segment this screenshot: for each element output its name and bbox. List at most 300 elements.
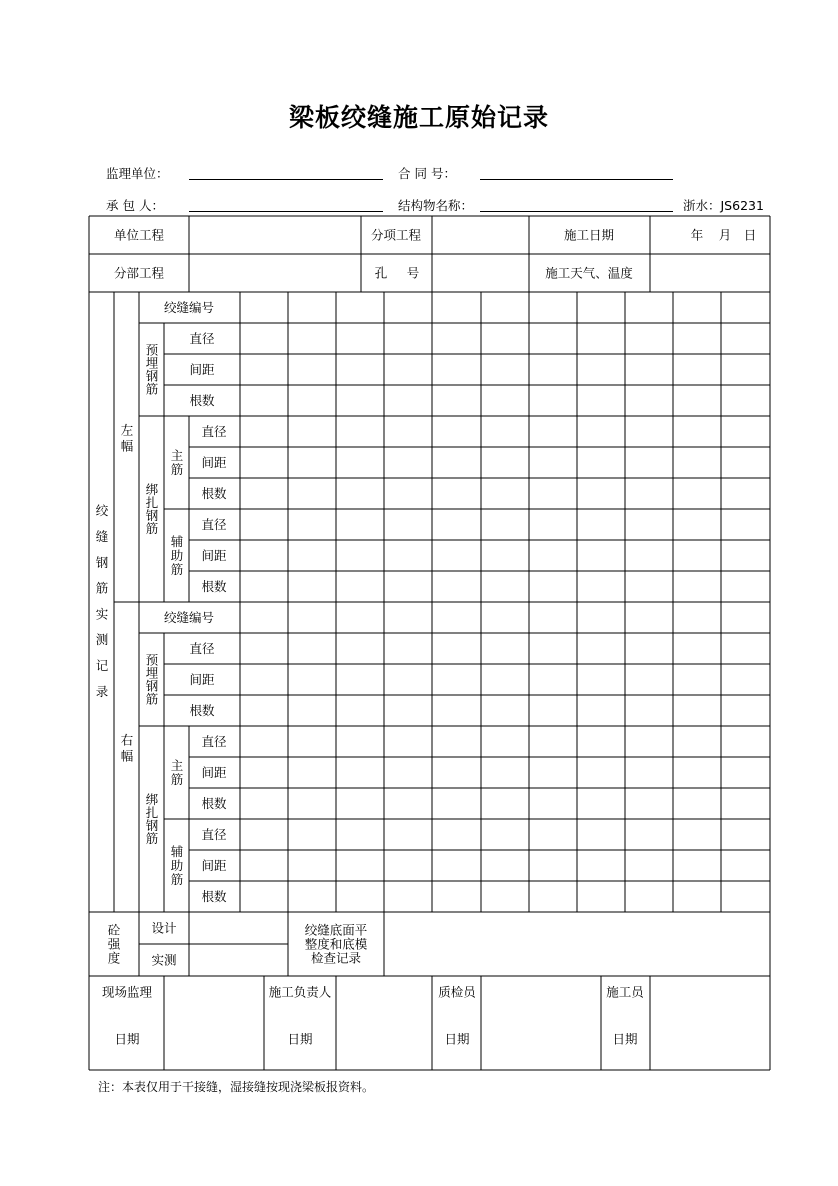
right-value-cell[interactable] <box>674 882 720 911</box>
left-value-cell[interactable] <box>722 572 769 601</box>
right-value-cell[interactable] <box>626 758 672 787</box>
right-value-cell[interactable] <box>530 603 576 632</box>
left-value-cell[interactable] <box>674 293 720 322</box>
record-main-label: 录 <box>95 683 109 699</box>
right-value-cell[interactable] <box>289 789 335 818</box>
left-value-cell[interactable] <box>674 386 720 415</box>
right-main-diameter: 直径 <box>201 734 227 749</box>
hole-no-field[interactable] <box>433 255 528 291</box>
right-value-cell[interactable] <box>626 882 672 911</box>
left-value-cell[interactable] <box>578 386 624 415</box>
left-value-cell[interactable] <box>674 355 720 384</box>
right-value-cell[interactable] <box>433 603 480 632</box>
construction-date-label: 施工日期 <box>563 227 615 243</box>
right-value-cell[interactable] <box>241 665 287 694</box>
left-value-cell[interactable] <box>289 293 335 322</box>
weather-temp-label: 施工天气、温度 <box>545 265 633 281</box>
left-value-cell[interactable] <box>626 479 672 508</box>
left-value-cell[interactable] <box>578 479 624 508</box>
left-value-cell[interactable] <box>482 355 528 384</box>
left-main-bar-label: 主 <box>170 448 184 463</box>
right-value-cell[interactable] <box>530 634 576 663</box>
left-value-cell[interactable] <box>530 417 576 446</box>
right-value-cell[interactable] <box>482 696 528 725</box>
right-value-cell[interactable] <box>385 665 431 694</box>
left-value-cell[interactable] <box>385 541 431 570</box>
left-value-cell[interactable] <box>626 293 672 322</box>
right-value-cell[interactable] <box>385 851 431 880</box>
left-value-cell[interactable] <box>433 386 480 415</box>
left-aux-spacing: 间距 <box>201 548 227 563</box>
left-value-cell[interactable] <box>578 293 624 322</box>
left-value-cell[interactable] <box>530 510 576 539</box>
right-value-cell[interactable] <box>722 758 769 787</box>
left-value-cell[interactable] <box>433 479 480 508</box>
concrete-strength-label: 砼 <box>107 922 121 938</box>
right-value-cell[interactable] <box>722 603 769 632</box>
right-value-cell[interactable] <box>337 696 383 725</box>
right-tied-bar-label: 扎 <box>145 805 159 820</box>
signature-date-label-3: 日期 <box>612 1031 638 1047</box>
left-value-cell[interactable] <box>674 448 720 477</box>
left-value-cell[interactable] <box>385 448 431 477</box>
concrete-strength-label: 度 <box>107 950 121 966</box>
right-main-bar-label: 筋 <box>170 772 184 787</box>
right-value-cell[interactable] <box>241 851 287 880</box>
record-main-label: 筋 <box>95 580 109 596</box>
left-value-cell[interactable] <box>385 293 431 322</box>
left-value-cell[interactable] <box>722 541 769 570</box>
left-value-cell[interactable] <box>482 324 528 353</box>
date-day-label: 日 <box>743 227 757 243</box>
right-value-cell[interactable] <box>385 789 431 818</box>
left-value-cell[interactable] <box>578 324 624 353</box>
division-project-label: 分部工程 <box>113 265 165 281</box>
left-embedded-bar-label: 埋 <box>145 355 159 371</box>
right-value-cell[interactable] <box>433 820 480 849</box>
left-value-cell[interactable] <box>674 324 720 353</box>
record-main-label: 记 <box>95 658 109 673</box>
left-value-cell[interactable] <box>337 355 383 384</box>
right-value-cell[interactable] <box>241 789 287 818</box>
left-value-cell[interactable] <box>482 510 528 539</box>
right-value-cell[interactable] <box>241 820 287 849</box>
left-value-cell[interactable] <box>433 510 480 539</box>
right-value-cell[interactable] <box>722 665 769 694</box>
right-value-cell[interactable] <box>626 820 672 849</box>
right-value-cell[interactable] <box>674 696 720 725</box>
right-value-cell[interactable] <box>674 758 720 787</box>
right-value-cell[interactable] <box>385 603 431 632</box>
left-value-cell[interactable] <box>337 510 383 539</box>
right-value-cell[interactable] <box>578 851 624 880</box>
left-value-cell[interactable] <box>385 355 431 384</box>
right-value-cell[interactable] <box>626 665 672 694</box>
left-value-cell[interactable] <box>433 293 480 322</box>
left-value-cell[interactable] <box>433 417 480 446</box>
left-value-cell[interactable] <box>722 355 769 384</box>
left-value-cell[interactable] <box>578 355 624 384</box>
left-tied-bar-label: 扎 <box>145 495 159 510</box>
signature-date-label-1: 日期 <box>287 1031 313 1047</box>
left-embedded-bar-label: 钢 <box>145 368 159 384</box>
right-aux-bar-label: 筋 <box>170 872 184 887</box>
right-value-cell[interactable] <box>433 789 480 818</box>
left-value-cell[interactable] <box>337 386 383 415</box>
left-value-cell[interactable] <box>482 541 528 570</box>
right-value-cell[interactable] <box>530 851 576 880</box>
division-project-field[interactable] <box>190 255 360 291</box>
right-value-cell[interactable] <box>722 696 769 725</box>
left-value-cell[interactable] <box>722 448 769 477</box>
right-value-cell[interactable] <box>722 727 769 756</box>
right-value-cell[interactable] <box>482 789 528 818</box>
right-value-cell[interactable] <box>674 665 720 694</box>
left-value-cell[interactable] <box>530 572 576 601</box>
left-main-count: 根数 <box>201 486 227 501</box>
left-value-cell[interactable] <box>722 386 769 415</box>
structure-name-label: 结构物名称： <box>398 198 474 213</box>
left-embedded-spacing: 间距 <box>189 362 215 377</box>
right-value-cell[interactable] <box>578 758 624 787</box>
right-value-cell[interactable] <box>674 820 720 849</box>
left-value-cell[interactable] <box>482 386 528 415</box>
right-value-cell[interactable] <box>530 882 576 911</box>
left-value-cell[interactable] <box>530 293 576 322</box>
right-value-cell[interactable] <box>530 727 576 756</box>
quality-inspector-signature-field[interactable] <box>482 977 600 1069</box>
left-value-cell[interactable] <box>241 572 287 601</box>
right-value-cell[interactable] <box>241 758 287 787</box>
left-aux-bar-label: 辅 <box>170 534 184 549</box>
right-value-cell[interactable] <box>337 603 383 632</box>
record-main-label: 测 <box>95 632 109 648</box>
right-value-cell[interactable] <box>482 851 528 880</box>
left-value-cell[interactable] <box>241 541 287 570</box>
right-value-cell[interactable] <box>578 882 624 911</box>
right-value-cell[interactable] <box>722 882 769 911</box>
right-value-cell[interactable] <box>530 789 576 818</box>
right-half-label: 幅 <box>120 748 134 764</box>
left-value-cell[interactable] <box>337 417 383 446</box>
left-value-cell[interactable] <box>674 510 720 539</box>
right-value-cell[interactable] <box>433 727 480 756</box>
right-value-cell[interactable] <box>433 851 480 880</box>
right-value-cell[interactable] <box>578 727 624 756</box>
left-value-cell[interactable] <box>385 417 431 446</box>
right-value-cell[interactable] <box>433 665 480 694</box>
left-value-cell[interactable] <box>385 479 431 508</box>
right-value-cell[interactable] <box>626 727 672 756</box>
left-value-cell[interactable] <box>289 510 335 539</box>
left-embedded-count: 根数 <box>189 393 215 408</box>
right-value-cell[interactable] <box>385 727 431 756</box>
left-value-cell[interactable] <box>626 448 672 477</box>
left-value-cell[interactable] <box>289 417 335 446</box>
left-value-cell[interactable] <box>482 479 528 508</box>
right-value-cell[interactable] <box>241 882 287 911</box>
flatness-check-field[interactable] <box>385 913 769 975</box>
left-value-cell[interactable] <box>578 417 624 446</box>
left-value-cell[interactable] <box>385 510 431 539</box>
right-tied-bar-label: 绑 <box>145 792 159 807</box>
supervision-unit-label: 监理单位： <box>106 166 169 181</box>
left-value-cell[interactable] <box>626 417 672 446</box>
right-value-cell[interactable] <box>578 789 624 818</box>
right-value-cell[interactable] <box>626 789 672 818</box>
left-aux-bar-label: 筋 <box>170 562 184 577</box>
left-embedded-bar-label: 筋 <box>145 381 159 397</box>
design-label: 设计 <box>151 920 177 936</box>
right-value-cell[interactable] <box>626 851 672 880</box>
measured-strength-field[interactable] <box>190 945 287 975</box>
right-value-cell[interactable] <box>337 882 383 911</box>
hole-no-label: 孔 <box>374 265 388 281</box>
right-value-cell[interactable] <box>241 634 287 663</box>
left-value-cell[interactable] <box>530 324 576 353</box>
right-value-cell[interactable] <box>482 634 528 663</box>
right-value-cell[interactable] <box>289 634 335 663</box>
left-main-spacing: 间距 <box>201 455 227 470</box>
right-value-cell[interactable] <box>385 696 431 725</box>
right-value-cell[interactable] <box>337 665 383 694</box>
left-value-cell[interactable] <box>626 386 672 415</box>
left-value-cell[interactable] <box>337 448 383 477</box>
right-aux-diameter: 直径 <box>201 827 227 842</box>
left-value-cell[interactable] <box>289 355 335 384</box>
left-value-cell[interactable] <box>289 572 335 601</box>
left-value-cell[interactable] <box>626 510 672 539</box>
left-value-cell[interactable] <box>289 448 335 477</box>
left-value-cell[interactable] <box>482 448 528 477</box>
right-value-cell[interactable] <box>289 820 335 849</box>
construction-leader-signature-field[interactable] <box>337 977 431 1069</box>
record-main-label: 缝 <box>95 529 109 544</box>
left-value-cell[interactable] <box>578 572 624 601</box>
right-value-cell[interactable] <box>530 696 576 725</box>
right-value-cell[interactable] <box>289 696 335 725</box>
right-aux-bar-label: 辅 <box>170 844 184 859</box>
document-title: 梁板绞缝施工原始记录 <box>288 103 549 132</box>
left-value-cell[interactable] <box>530 386 576 415</box>
right-value-cell[interactable] <box>482 665 528 694</box>
right-value-cell[interactable] <box>722 634 769 663</box>
right-value-cell[interactable] <box>482 727 528 756</box>
left-value-cell[interactable] <box>241 386 287 415</box>
left-value-cell[interactable] <box>337 293 383 322</box>
construction-leader-label: 施工负责人 <box>268 984 332 1000</box>
left-value-cell[interactable] <box>722 324 769 353</box>
right-value-cell[interactable] <box>289 758 335 787</box>
left-value-cell[interactable] <box>433 324 480 353</box>
right-value-cell[interactable] <box>674 603 720 632</box>
right-value-cell[interactable] <box>385 634 431 663</box>
right-value-cell[interactable] <box>289 851 335 880</box>
right-value-cell[interactable] <box>722 851 769 880</box>
left-tied-bar-label: 绑 <box>145 482 159 497</box>
left-value-cell[interactable] <box>722 510 769 539</box>
right-value-cell[interactable] <box>482 603 528 632</box>
right-value-cell[interactable] <box>578 696 624 725</box>
left-value-cell[interactable] <box>482 572 528 601</box>
left-value-cell[interactable] <box>337 479 383 508</box>
left-embedded-diameter: 直径 <box>189 331 215 346</box>
left-value-cell[interactable] <box>337 572 383 601</box>
left-value-cell[interactable] <box>674 572 720 601</box>
right-value-cell[interactable] <box>289 727 335 756</box>
right-value-cell[interactable] <box>337 727 383 756</box>
right-value-cell[interactable] <box>337 789 383 818</box>
left-main-bar-label: 筋 <box>170 462 184 477</box>
left-value-cell[interactable] <box>530 448 576 477</box>
quality-inspector-label: 质检员 <box>438 984 476 1000</box>
right-value-cell[interactable] <box>482 758 528 787</box>
left-value-cell[interactable] <box>674 541 720 570</box>
left-value-cell[interactable] <box>433 572 480 601</box>
right-value-cell[interactable] <box>482 882 528 911</box>
left-value-cell[interactable] <box>241 293 287 322</box>
left-value-cell[interactable] <box>385 324 431 353</box>
right-value-cell[interactable] <box>674 789 720 818</box>
right-main-spacing: 间距 <box>201 765 227 780</box>
left-value-cell[interactable] <box>674 417 720 446</box>
right-value-cell[interactable] <box>530 758 576 787</box>
left-value-cell[interactable] <box>241 479 287 508</box>
right-value-cell[interactable] <box>530 820 576 849</box>
right-value-cell[interactable] <box>578 665 624 694</box>
right-value-cell[interactable] <box>385 882 431 911</box>
right-value-cell[interactable] <box>241 727 287 756</box>
left-value-cell[interactable] <box>626 355 672 384</box>
left-value-cell[interactable] <box>626 572 672 601</box>
right-value-cell[interactable] <box>337 758 383 787</box>
right-value-cell[interactable] <box>289 882 335 911</box>
left-value-cell[interactable] <box>337 541 383 570</box>
flatness-check-label: 检查记录 <box>310 950 362 966</box>
measured-label: 实测 <box>151 952 177 968</box>
left-value-cell[interactable] <box>482 417 528 446</box>
left-value-cell[interactable] <box>722 417 769 446</box>
right-embedded-spacing: 间距 <box>189 672 215 687</box>
date-month-label: 月 <box>718 227 732 243</box>
right-main-bar-label: 主 <box>170 758 184 773</box>
right-value-cell[interactable] <box>385 758 431 787</box>
left-value-cell[interactable] <box>433 448 480 477</box>
left-value-cell[interactable] <box>385 572 431 601</box>
right-value-cell[interactable] <box>289 603 335 632</box>
right-value-cell[interactable] <box>530 665 576 694</box>
left-value-cell[interactable] <box>289 541 335 570</box>
constructor-signature-field[interactable] <box>651 977 769 1069</box>
left-value-cell[interactable] <box>482 293 528 322</box>
left-value-cell[interactable] <box>626 324 672 353</box>
left-value-cell[interactable] <box>722 293 769 322</box>
right-value-cell[interactable] <box>241 603 287 632</box>
left-value-cell[interactable] <box>289 386 335 415</box>
right-value-cell[interactable] <box>626 603 672 632</box>
left-value-cell[interactable] <box>241 448 287 477</box>
record-main-label: 绞 <box>95 503 109 519</box>
site-supervisor-label: 现场监理 <box>101 984 153 1000</box>
sub-item-label: 分项工程 <box>370 227 422 243</box>
right-value-cell[interactable] <box>578 603 624 632</box>
right-value-cell[interactable] <box>241 696 287 725</box>
left-value-cell[interactable] <box>241 417 287 446</box>
right-value-cell[interactable] <box>722 789 769 818</box>
unit-project-label: 单位工程 <box>113 227 165 243</box>
left-half-label: 幅 <box>120 438 134 454</box>
left-value-cell[interactable] <box>241 355 287 384</box>
right-value-cell[interactable] <box>674 634 720 663</box>
left-main-diameter: 直径 <box>201 424 227 439</box>
right-value-cell[interactable] <box>337 820 383 849</box>
left-value-cell[interactable] <box>578 448 624 477</box>
left-value-cell[interactable] <box>385 386 431 415</box>
right-value-cell[interactable] <box>289 665 335 694</box>
right-value-cell[interactable] <box>674 727 720 756</box>
record-main-label: 实 <box>95 606 109 622</box>
left-value-cell[interactable] <box>241 324 287 353</box>
right-tied-bar-label: 钢 <box>145 818 159 833</box>
left-half-label: 左 <box>120 422 134 438</box>
right-value-cell[interactable] <box>433 696 480 725</box>
right-value-cell[interactable] <box>433 758 480 787</box>
sub-item-field[interactable] <box>433 217 528 253</box>
right-value-cell[interactable] <box>626 696 672 725</box>
site-supervisor-signature-field[interactable] <box>165 977 263 1069</box>
form-code: 浙水：JS6231 <box>683 198 764 213</box>
unit-project-field[interactable] <box>190 217 360 253</box>
left-value-cell[interactable] <box>433 541 480 570</box>
left-value-cell[interactable] <box>289 479 335 508</box>
right-value-cell[interactable] <box>626 634 672 663</box>
right-value-cell[interactable] <box>337 851 383 880</box>
right-value-cell[interactable] <box>578 634 624 663</box>
left-value-cell[interactable] <box>530 479 576 508</box>
right-embedded-bar-label: 筋 <box>145 691 159 707</box>
right-aux-bar-label: 助 <box>170 858 184 873</box>
right-value-cell[interactable] <box>722 820 769 849</box>
left-value-cell[interactable] <box>433 355 480 384</box>
left-value-cell[interactable] <box>530 355 576 384</box>
hole-no-label-2: 号 <box>406 265 420 281</box>
right-value-cell[interactable] <box>482 820 528 849</box>
right-value-cell[interactable] <box>674 851 720 880</box>
left-aux-bar-label: 助 <box>170 548 184 563</box>
right-value-cell[interactable] <box>337 634 383 663</box>
left-value-cell[interactable] <box>626 541 672 570</box>
left-value-cell[interactable] <box>722 479 769 508</box>
right-value-cell[interactable] <box>433 634 480 663</box>
right-embedded-bar-label: 钢 <box>145 678 159 694</box>
left-value-cell[interactable] <box>337 324 383 353</box>
left-value-cell[interactable] <box>241 510 287 539</box>
right-tied-bar-label: 筋 <box>145 831 159 846</box>
left-value-cell[interactable] <box>578 510 624 539</box>
design-strength-field[interactable] <box>190 913 287 943</box>
left-tied-bar-label: 钢 <box>145 508 159 523</box>
left-value-cell[interactable] <box>289 324 335 353</box>
right-value-cell[interactable] <box>433 882 480 911</box>
left-value-cell[interactable] <box>530 541 576 570</box>
left-value-cell[interactable] <box>578 541 624 570</box>
right-embedded-diameter: 直径 <box>189 641 215 656</box>
right-embedded-bar-label: 埋 <box>145 665 159 681</box>
right-value-cell[interactable] <box>385 820 431 849</box>
right-value-cell[interactable] <box>578 820 624 849</box>
weather-temp-field[interactable] <box>651 255 769 291</box>
left-value-cell[interactable] <box>674 479 720 508</box>
